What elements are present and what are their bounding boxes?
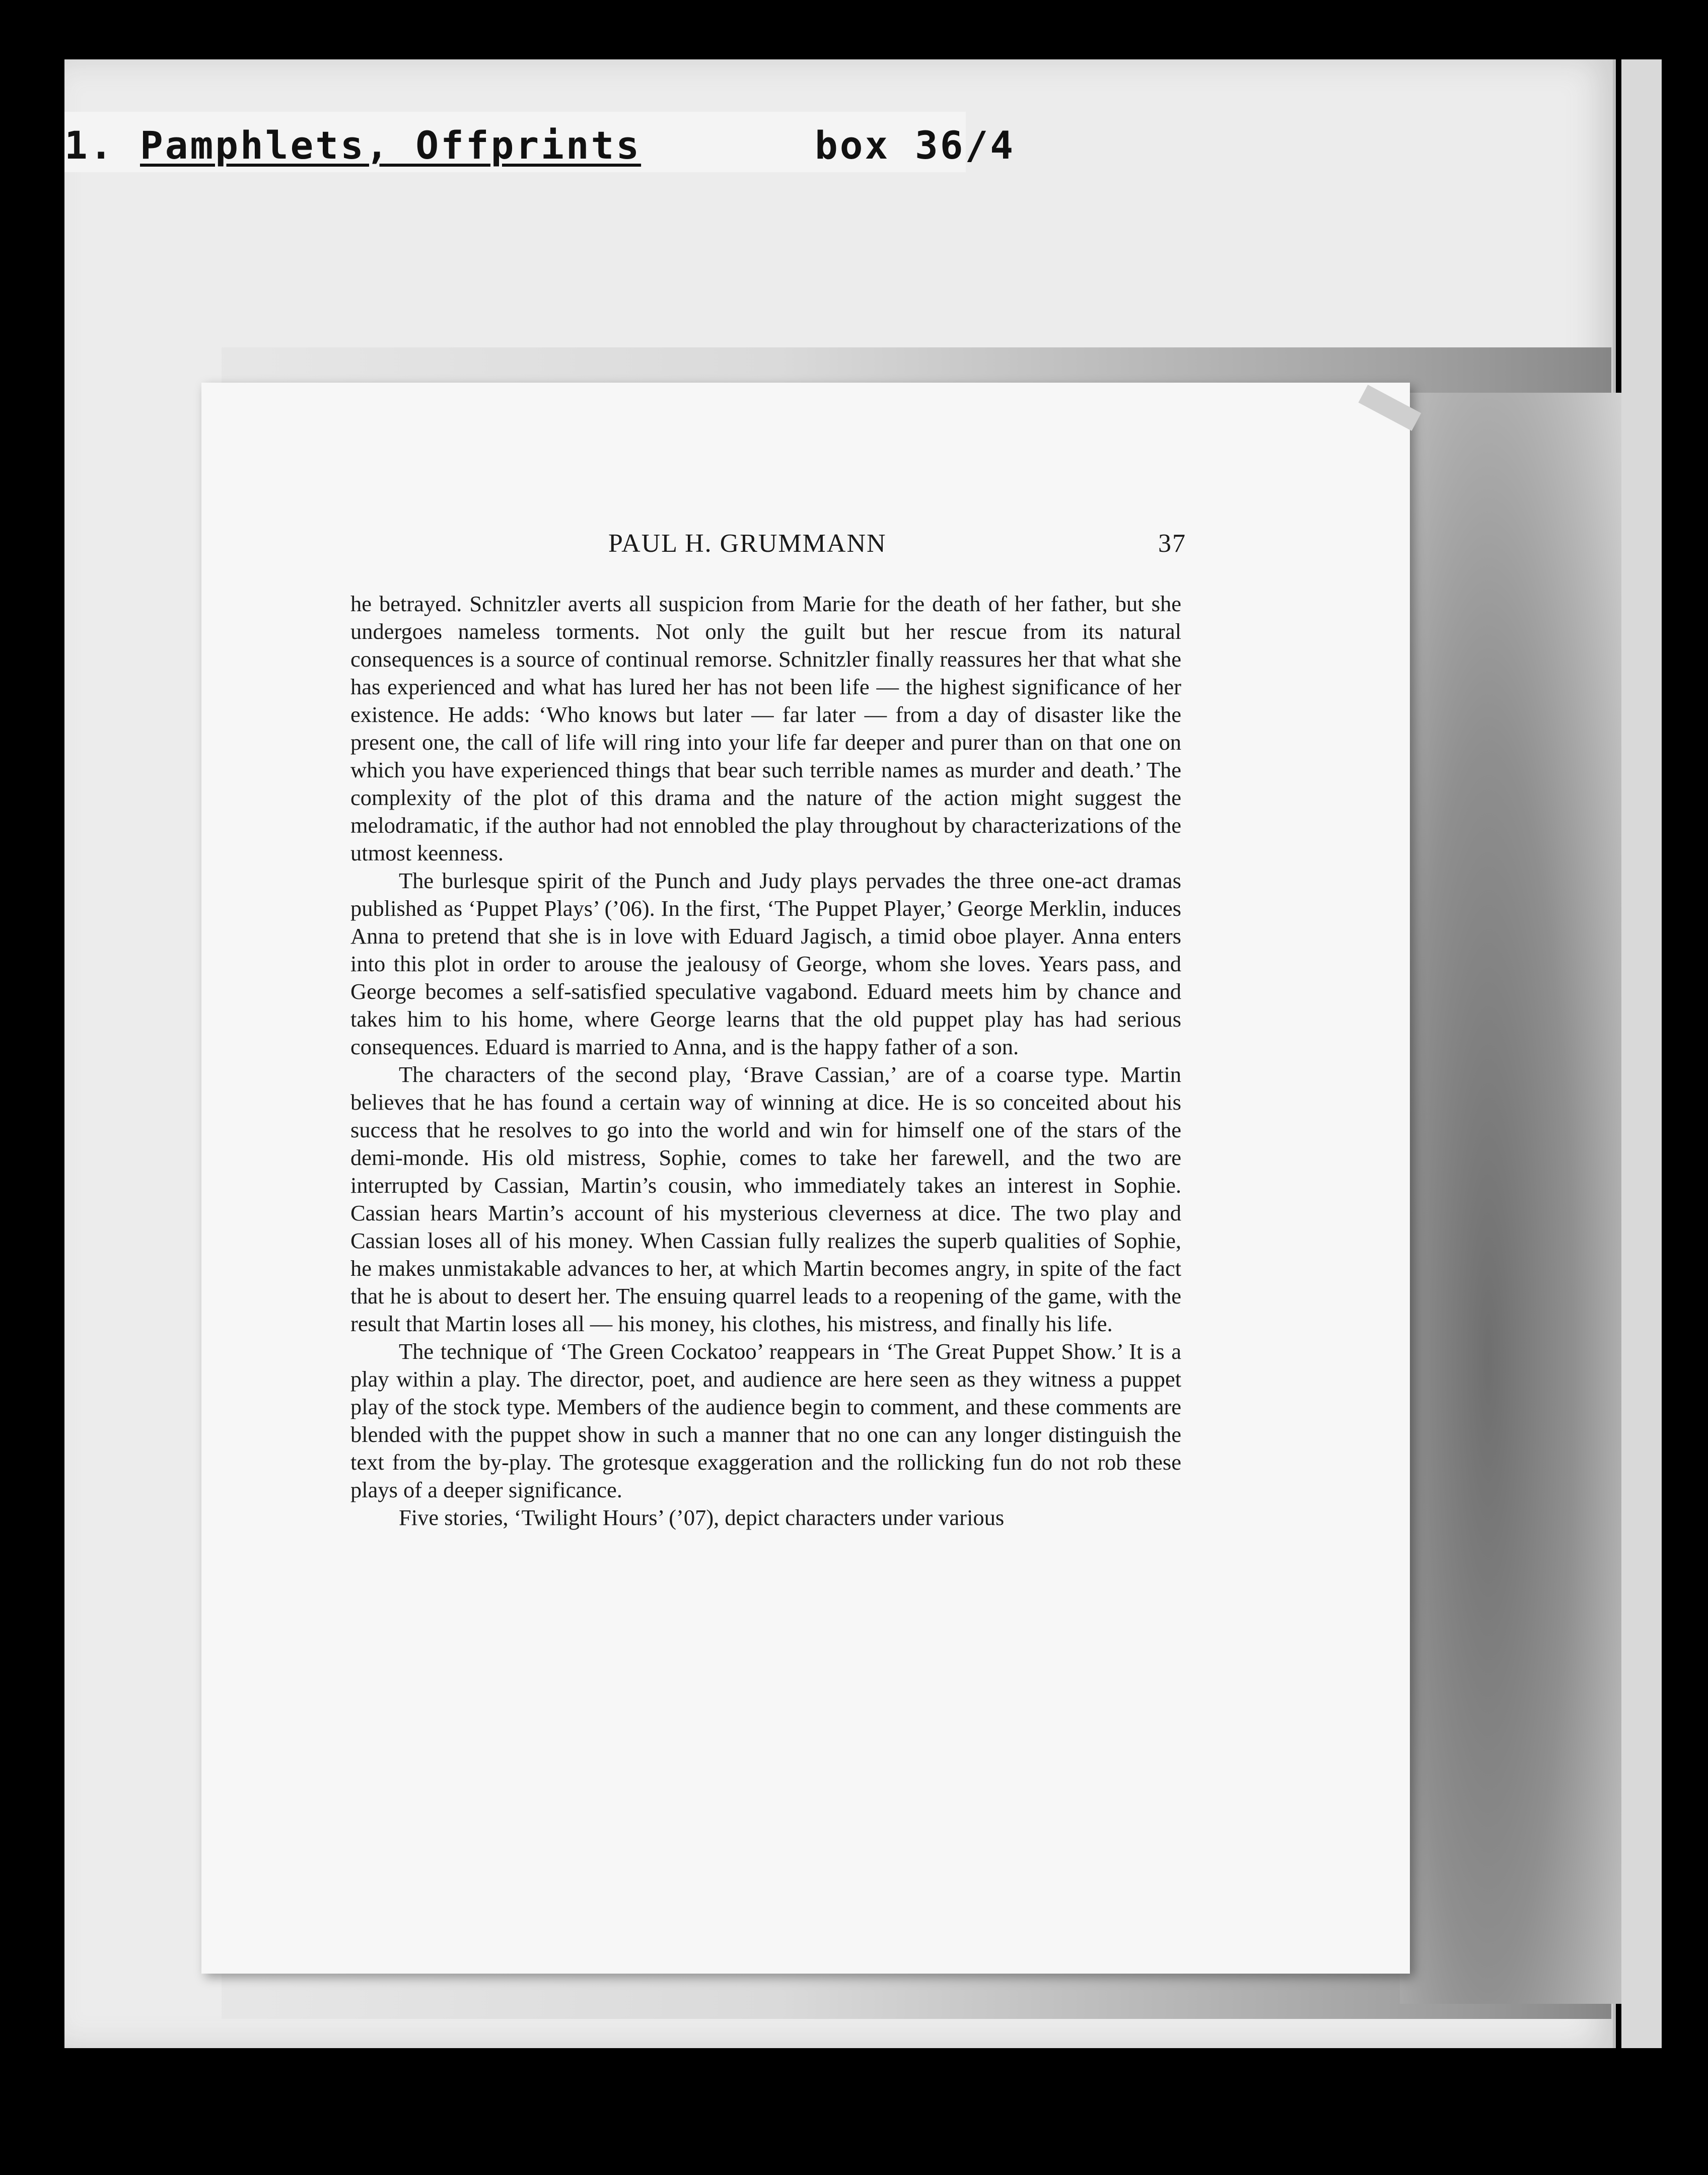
page-number: 37 (1158, 529, 1186, 558)
document-page (201, 383, 1410, 1974)
paragraph: Five stories, ‘Twilight Hours’ (’07), depict characters under various (399, 1505, 1005, 1530)
board-edge (1621, 59, 1662, 2048)
page-shadow-dark (1400, 393, 1621, 2004)
label-number: 1. (64, 123, 115, 168)
paragraph: The characters of the second play, ‘Brave Cassian,’ are of a coarse type. Martin believes that he has found a certain way of winning at dice. He is so conceited about his success that he resolves to go into the world and win for himself one of the stars of the demi-monde. His old mistress, Sophie, comes to take her farewell, and the two are interrupted by Cassian, Martin’s cousin, who immediately takes an interest in Sophie. Cassian hears Martin’s account of his mysterious cleverness at dice. The two play and Cassian loses all of his money. When Cassian fully realizes the superb qualities of Sophie, he makes unmistakable advances to her, at which Martin becomes angry, in spite of the fact that he is about to desert her. The ensuing quarrel leads to a reopening of the game, with the result that Martin loses all — his money, his clothes, his mistress, and finally his life. (350, 1062, 1181, 1336)
body-text (350, 590, 1181, 1532)
archive-label (64, 112, 1016, 172)
paragraph: he betrayed. Schnitzler averts all suspicion from Marie for the death of her father, but she undergoes nameless torments. Not only the guilt but her rescue from its natural consequences is a source of continual remorse. Schnitzler finally reassures her that what she has experienced and what has lured her has not been life — the highest significance of her existence. He adds: ‘Who knows but later — far later — from a day of disaster like the present one, the call of life will ring into your life far deeper and purer than on that one on which you have experienced things that bear such terrible names as murder and death.’ The complexity of the plot of this drama and the nature of the action might suggest the melodramatic, if the author had not ennobled the play throughout by characterizations of the utmost keenness. (350, 591, 1181, 865)
paragraph: The technique of ‘The Green Cockatoo’ reappears in ‘The Great Puppet Show.’ It is a play within a play. The director, poet, and audience are here seen as they witness a puppet play of the stock type. Members of the audience begin to comment, and these comments are blended with the puppet show in such a manner that no one can any longer distinguish the text from the by-play. The grotesque exaggeration and the rollicking fun do not rob these plays of a deeper significance. (350, 1339, 1181, 1502)
label-title: Pamphlets, Offprints (140, 123, 642, 168)
paragraph: The burlesque spirit of the Punch and Judy plays pervades the three one-act dramas published as ‘Puppet Plays’ (’06). In the first, ‘The Puppet Player,’ George Merklin, induces Anna to pretend that she is in love with Eduard Jagisch, a timid oboe player. Anna enters into this plot in order to arouse the jealousy of George, whom she loves. Years pass, and George becomes a self-satisfied speculative vagabond. Eduard meets him by chance and takes him to his home, where George learns that the old puppet play has had serious consequences. Eduard is married to Anna, and is the happy father of a son. (350, 868, 1181, 1059)
label-box: box 36/4 (815, 123, 1016, 168)
running-head-author: PAUL H. GRUMMANN (608, 529, 887, 558)
